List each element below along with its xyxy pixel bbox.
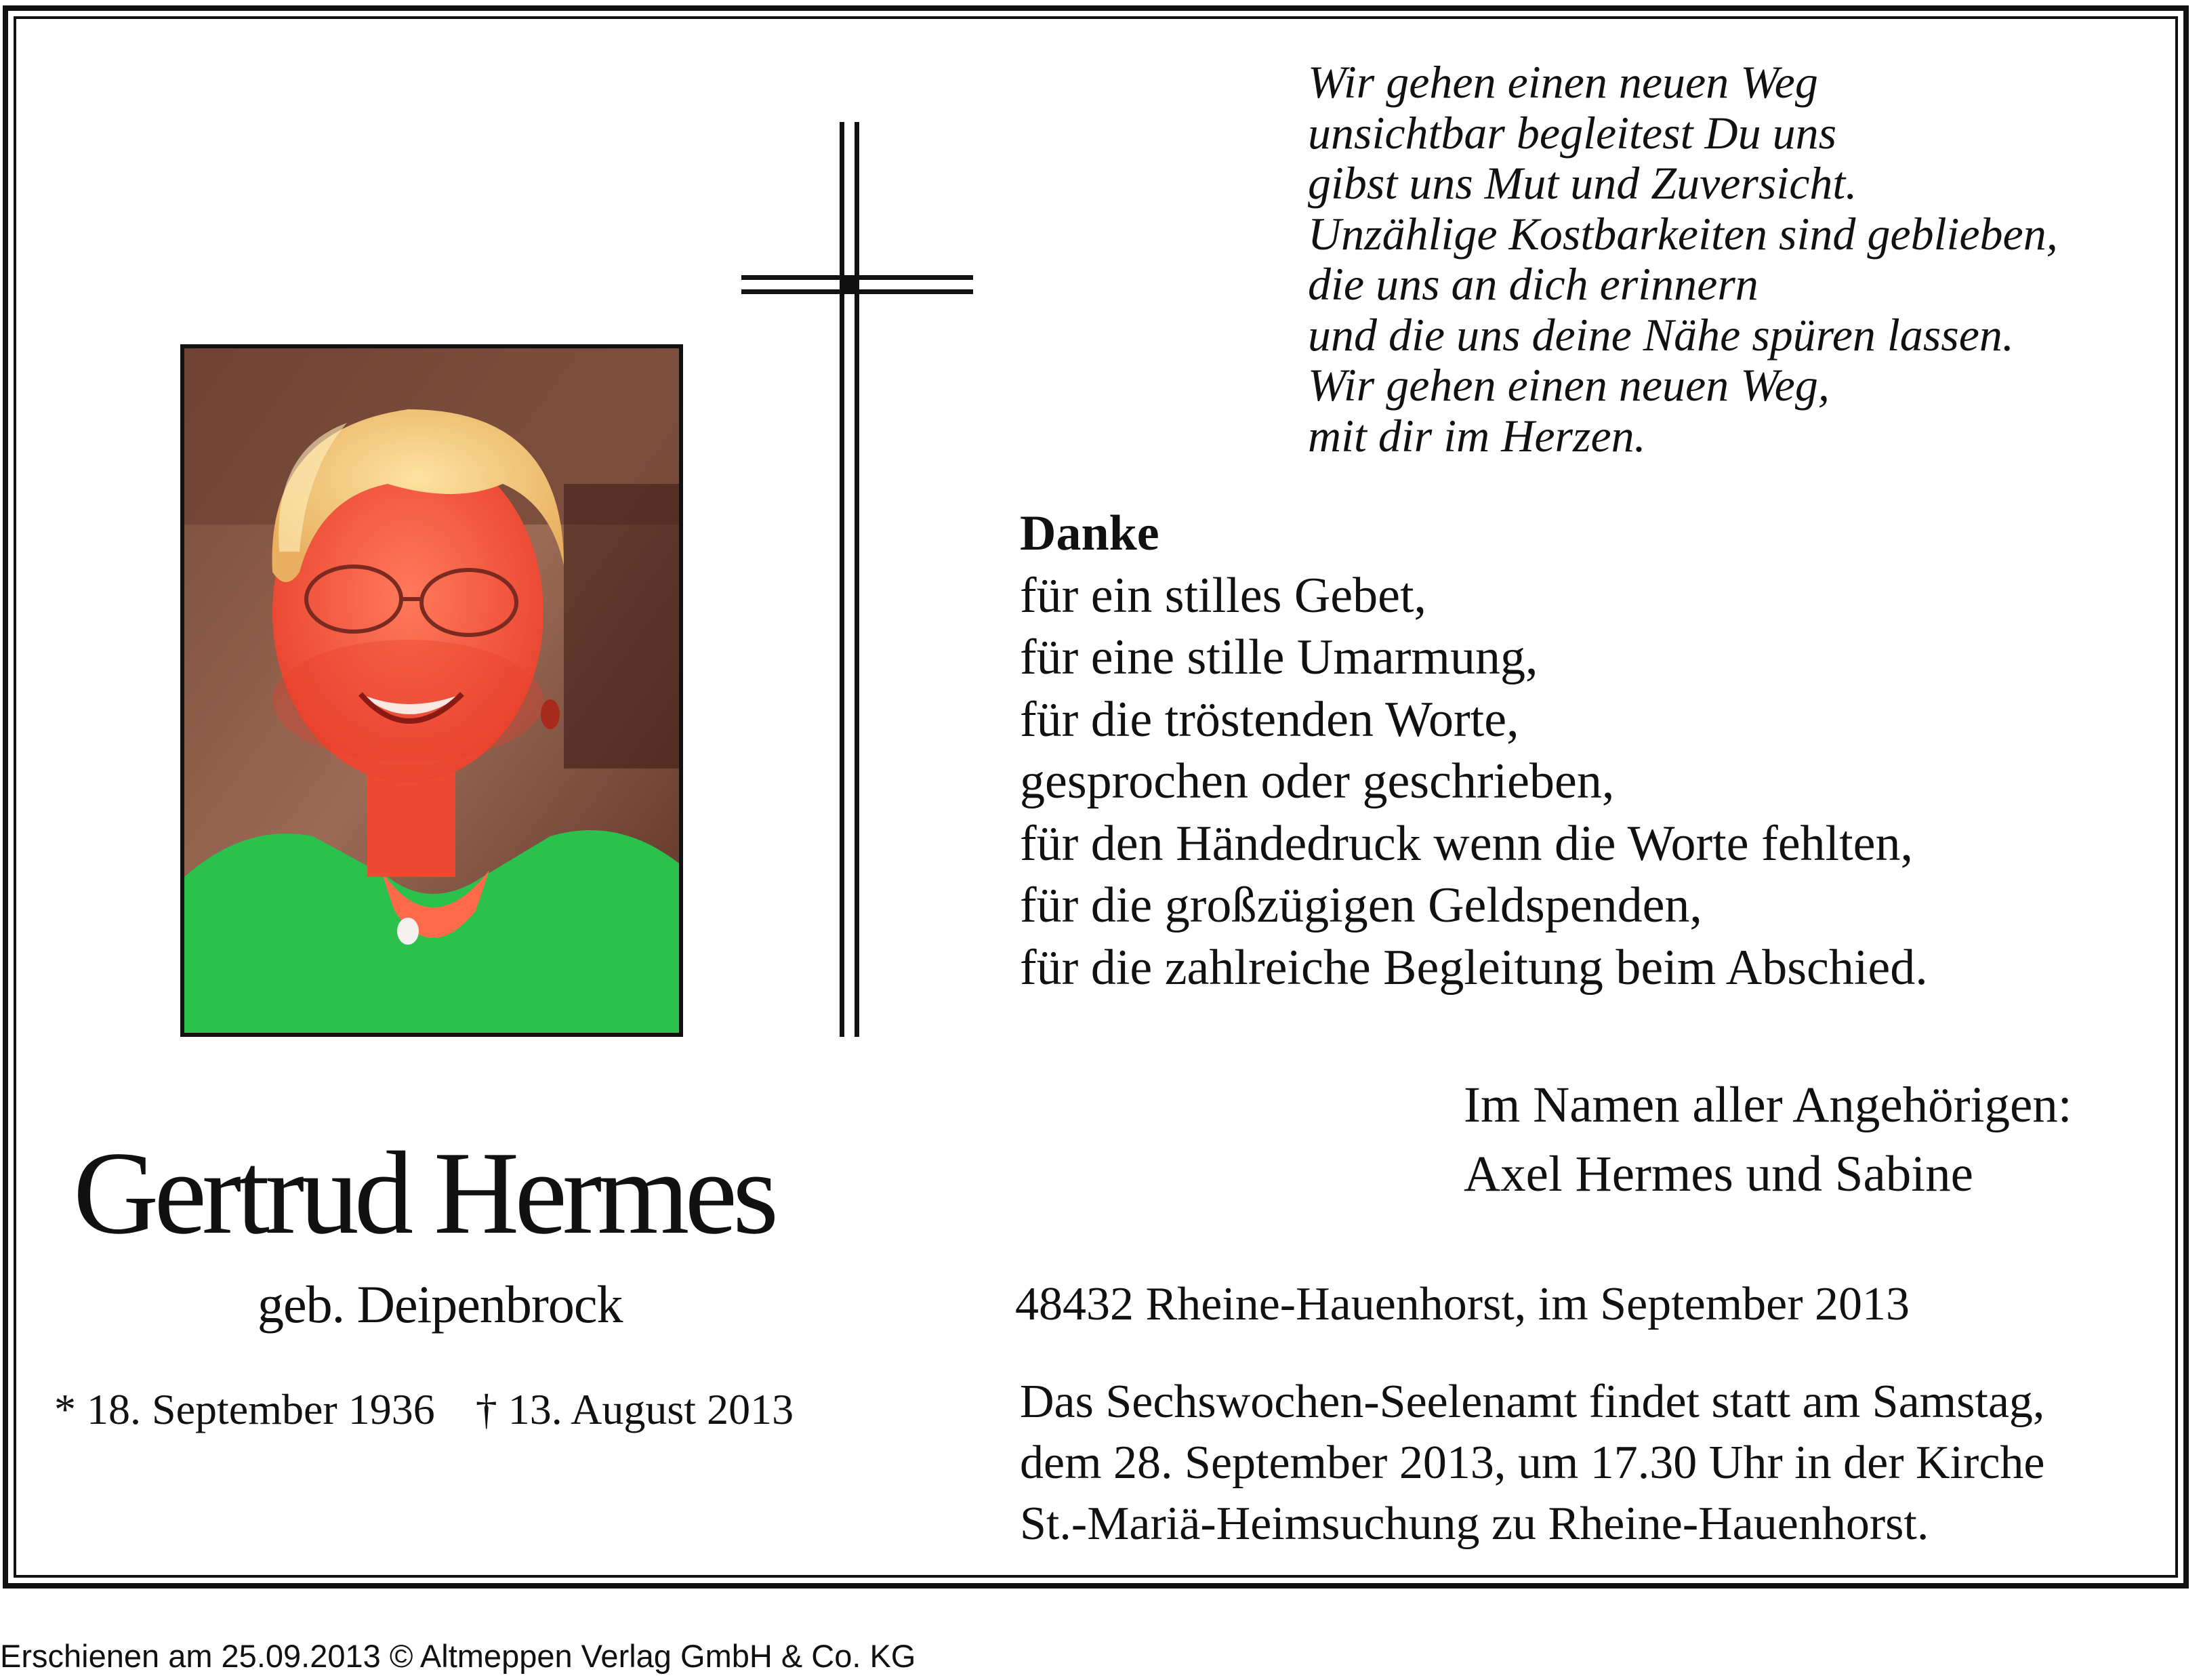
poem-line: unsichtbar begleitest Du uns (1308, 106, 1837, 159)
poem-line: Unzählige Kostbarkeiten sind geblieben, (1308, 207, 2058, 260)
thanks-line: für den Händedruck wenn die Worte fehlten, (1020, 815, 1914, 872)
thanks-line: für die großzügigen Geldspenden, (1020, 878, 1702, 933)
place-date: 48432 Rheine-Hauenhorst, im September 2013 (1015, 1278, 1910, 1330)
poem-line: gibst uns Mut und Zuversicht. (1308, 157, 1857, 209)
deceased-name: Gertrud Hermes (73, 1127, 775, 1258)
thanks-section (1020, 503, 1928, 999)
birth-date: * 18. September 1936 (54, 1385, 435, 1433)
poem-line: mit dir im Herzen. (1308, 409, 1646, 462)
signoff-names: Axel Hermes und Sabine (1464, 1146, 1973, 1202)
death-date: † 13. August 2013 (475, 1385, 794, 1433)
service-announcement (1020, 1372, 2044, 1555)
thanks-line: für ein stilles Gebet, (1020, 567, 1427, 623)
service-line: St.-Mariä-Heimsuchung zu Rheine-Hauenhorst. (1020, 1498, 1929, 1550)
poem-line: und die uns deine Nähe spüren lassen. (1308, 308, 2014, 361)
signoff (1464, 1071, 2072, 1209)
signoff-line: Im Namen aller Angehörigen: (1464, 1077, 2072, 1133)
poem-line: die uns an dich erinnern (1308, 258, 1758, 310)
service-line: dem 28. September 2013, um 17.30 Uhr in der Kirche (1020, 1437, 2045, 1489)
thanks-line: für die zahlreiche Begleitung beim Abschied. (1020, 939, 1928, 996)
poem-line: Wir gehen einen neuen Weg (1308, 56, 1818, 108)
cross-icon (741, 122, 973, 1037)
birth-name: geb. Deipenbrock (258, 1275, 623, 1334)
thanks-line: gesprochen oder geschrieben, (1020, 754, 1615, 809)
thanks-title: Danke (1020, 506, 1159, 561)
life-dates (54, 1382, 794, 1437)
thanks-line: für eine stille Umarmung, (1020, 630, 1538, 685)
portrait-photo (180, 344, 683, 1037)
publication-footer: Erschienen am 25.09.2013 © Altmeppen Verlag GmbH & Co. KG (0, 1638, 916, 1674)
thanks-line: für die tröstenden Worte, (1020, 691, 1519, 747)
poem-line: Wir gehen einen neuen Weg, (1308, 359, 1830, 411)
service-line: Das Sechswochen-Seelenamt findet statt am Samstag, (1020, 1376, 2045, 1428)
poem (1308, 57, 2058, 461)
